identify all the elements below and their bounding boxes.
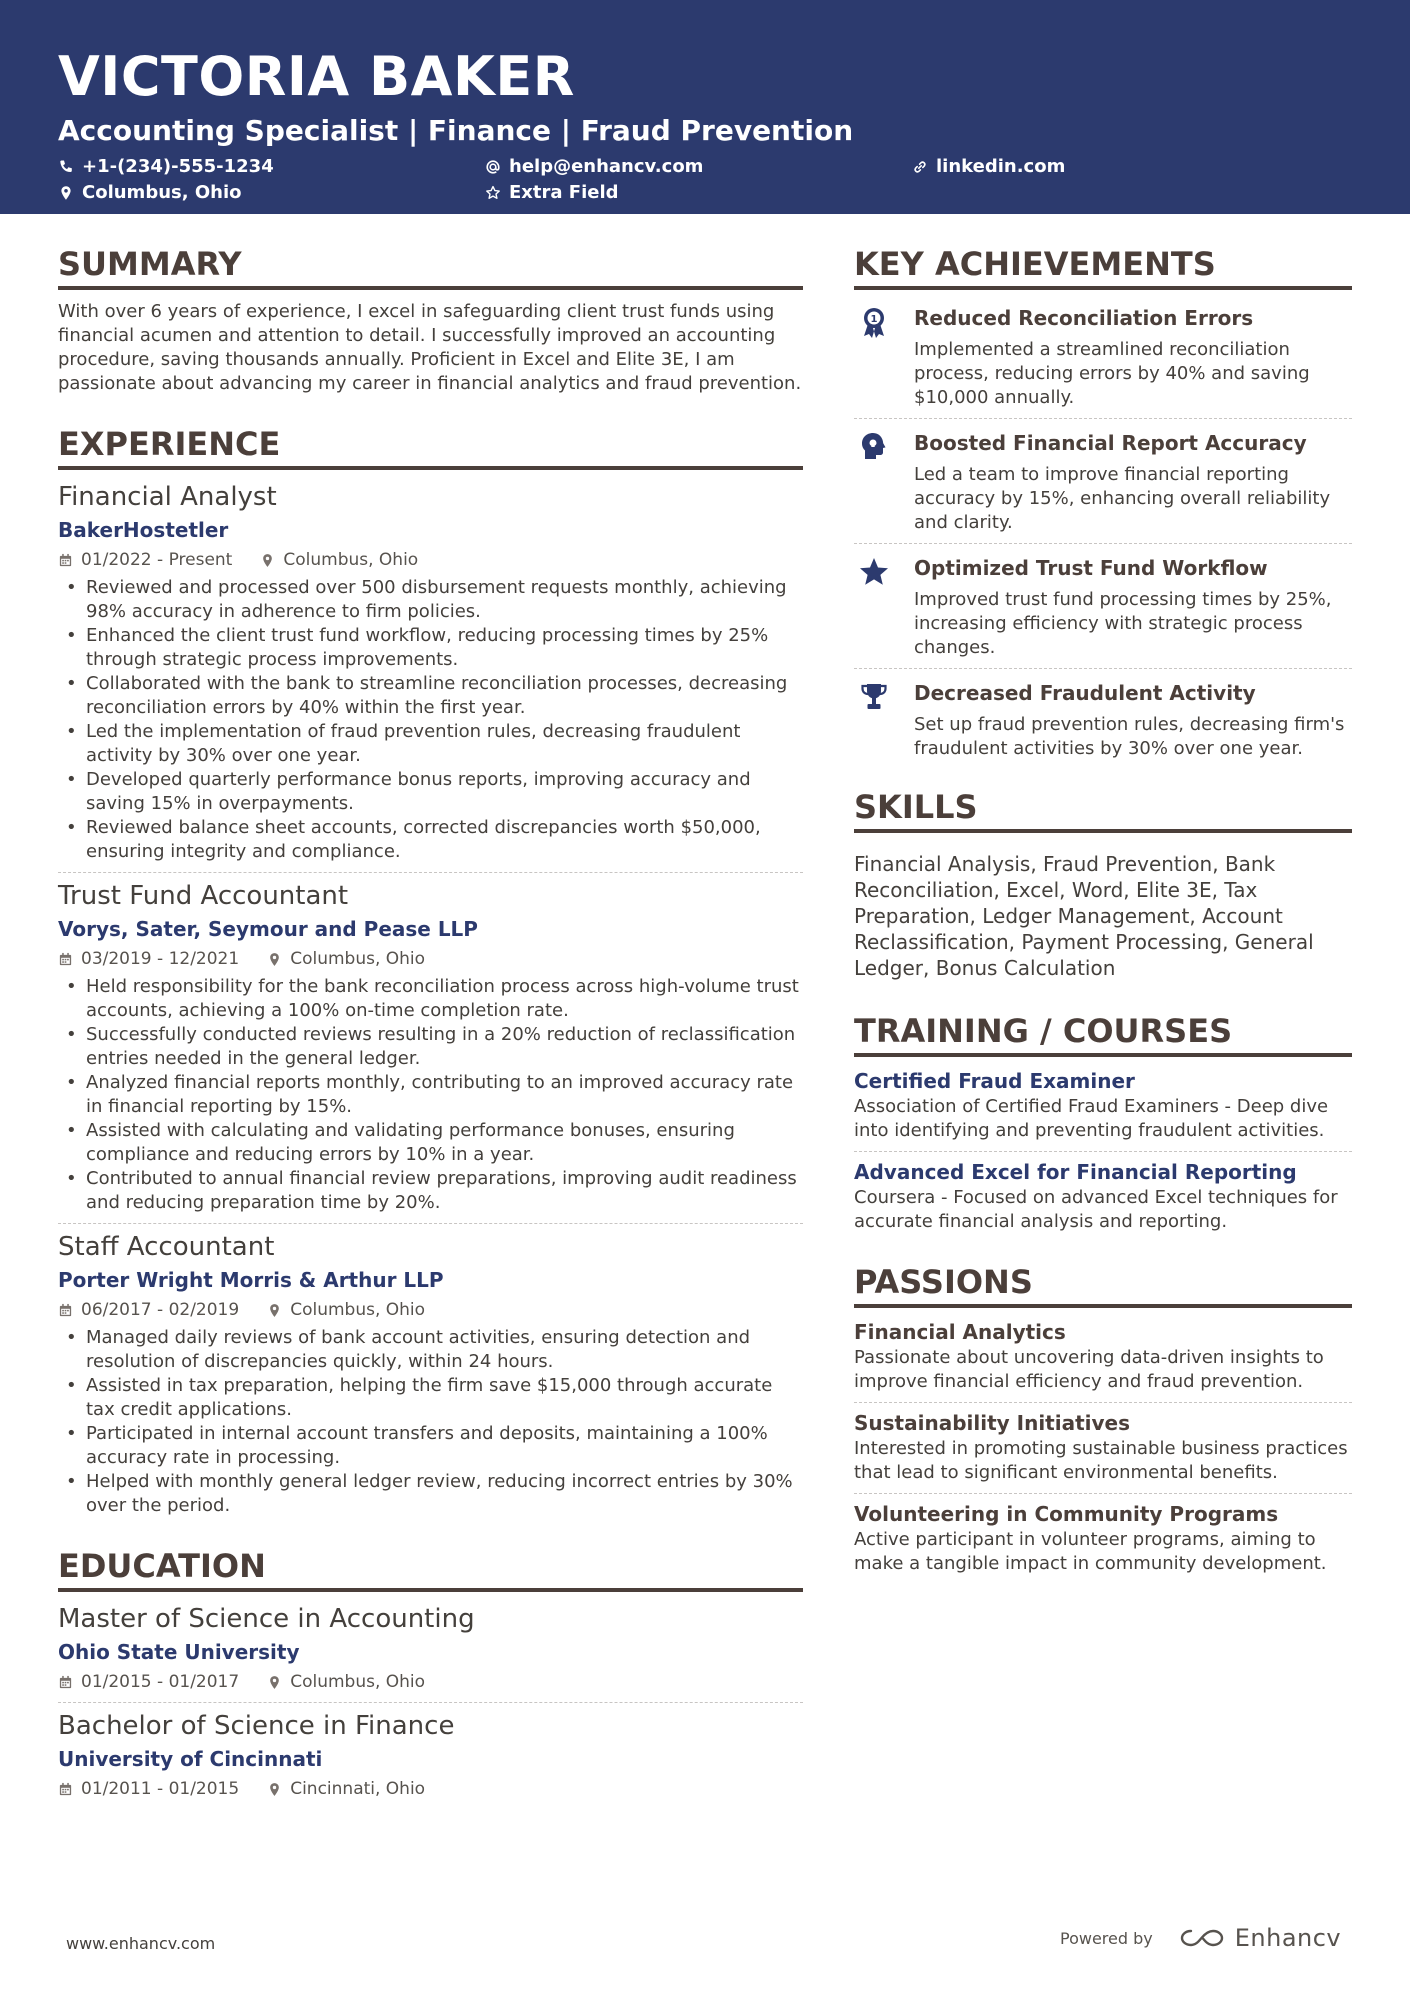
course-item [854,1158,1352,1234]
bullet-item: • Collaborated with the bank to streamline reconciliation processes, decreasing reconciliation errors by 40% within the first year. [58,672,803,720]
bullet-item: • Managed daily reviews of bank account activities, ensuring detection and resolution of discrepancies quickly, within 24 hours. [58,1326,803,1374]
calendar-icon [58,1782,73,1797]
job-title: Staff Accountant [58,1232,275,1262]
passion-item [854,1409,1352,1485]
resume-header [0,0,1410,214]
entry-divider [854,1402,1352,1403]
achievement-title: Boosted Financial Report Accuracy [914,431,1307,455]
footer-branding [1060,1924,1341,1952]
job-bullets [58,975,803,1215]
trophy-icon [859,681,889,715]
contact-phone [58,156,274,177]
achievement-title: Reduced Reconciliation Errors [914,306,1254,330]
achievement-item [854,425,1352,535]
job-bullets [58,1326,803,1518]
school-name: University of Cincinnati [58,1747,323,1771]
phone-icon [58,159,74,175]
footer-website[interactable]: www.enhancv.com [66,1934,216,1953]
svg-text:1: 1 [870,314,878,325]
candidate-title: Accounting Specialist | Finance | Fraud Prevention [58,114,854,147]
course-title: Advanced Excel for Financial Reporting [854,1160,1297,1184]
education-location: Cincinnati, Ohio [290,1779,426,1799]
contact-location [58,182,242,203]
achievement-item [854,675,1352,761]
candidate-name: VICTORIA BAKER [58,45,575,108]
job-title: Financial Analyst [58,482,277,512]
job-location: Columbus, Ohio [283,550,419,570]
passion-desc: Active participant in volunteer programs, aiming to make a tangible impact in community development. [854,1529,1327,1574]
course-desc: Association of Certified Fraud Examiners - Deep dive into identifying and preventing fraudulent activities. [854,1096,1329,1141]
entry-divider [58,1702,803,1703]
bullet-item: • Helped with monthly general ledger review, reducing incorrect entries by 30% over the period. [58,1470,803,1518]
company-name: Porter Wright Morris & Arthur LLP [58,1268,444,1292]
contact-email[interactable] [485,156,703,177]
education-location: Columbus, Ohio [290,1672,426,1692]
school-name: Ohio State University [58,1640,300,1664]
achievement-item [854,550,1352,660]
education-heading: EDUCATION [58,1546,803,1592]
bullet-item: • Developed quarterly performance bonus reports, improving accuracy and saving 15% in overpayments. [58,768,803,816]
education-section [58,1546,803,1801]
education-meta [58,1777,803,1801]
education-entry [58,1602,803,1694]
bullet-item: • Reviewed balance sheet accounts, corrected discrepancies worth $50,000, ensuring integrity and compliance. [58,816,803,864]
job-meta [58,1298,803,1322]
right-column [854,244,1352,1576]
achievement-title: Decreased Fraudulent Activity [914,681,1256,705]
entry-divider [854,418,1352,419]
location-pin-icon [267,1303,282,1318]
bullet-item: • Enhanced the client trust fund workflow, reducing processing times by 25% through strategic process improvements. [58,624,803,672]
course-item [854,1067,1352,1143]
calendar-icon [58,553,73,568]
bullet-item: • Held responsibility for the bank reconciliation process across high-volume trust accounts, achieving a 100% on-time completion rate. [58,975,803,1023]
bullet-item: • Analyzed financial reports monthly, contributing to an improved accuracy rate in financial reporting by 15%. [58,1071,803,1119]
achievement-desc: Set up fraud prevention rules, decreasing firm's fraudulent activities by 30% over one year. [914,714,1345,759]
job-location: Columbus, Ohio [290,1300,426,1320]
job-bullets [58,576,803,864]
job-dates: 03/2019 - 12/2021 [81,949,240,969]
achievement-item [854,300,1352,410]
job-meta [58,548,803,572]
passions-section [854,1262,1352,1576]
achievement-desc: Improved trust fund processing times by 25%, increasing efficiency with strategic process changes. [914,589,1332,658]
experience-heading: EXPERIENCE [58,424,803,470]
entry-divider [854,1493,1352,1494]
achievements-section [854,244,1352,761]
education-dates: 01/2011 - 01/2015 [81,1779,240,1799]
bullet-item: • Assisted in tax preparation, helping the firm save $15,000 through accurate tax credit applications. [58,1374,803,1422]
achievement-title: Optimized Trust Fund Workflow [914,556,1268,580]
left-column [58,244,803,1801]
passions-heading: PASSIONS [854,1262,1352,1308]
summary-text: With over 6 years of experience, I excel in safeguarding client trust funds using financial acumen and attention to detail. I successfully improved an accounting procedure, saving thousands annually. Proficient in Excel and Elite 3E, I am passionate about advancing my career in financial analytics and fraud prevention. [58,301,802,394]
passion-title: Sustainability Initiatives [854,1411,1131,1435]
location-pin-icon [58,185,74,201]
contact-info [58,156,1352,212]
head-idea-icon [859,431,889,465]
skills-text: Financial Analysis, Fraud Prevention, Bank Reconciliation, Excel, Word, Elite 3E, Tax Preparation, Ledger Management, Account Reclassification, Payment Processing, General Ledger, Bonus Calculation [854,852,1314,980]
skills-section [854,787,1352,981]
enhancv-logo-icon [1179,1927,1225,1949]
calendar-icon [58,1303,73,1318]
passion-desc: Interested in promoting sustainable business practices that lead to significant environmental benefits. [854,1438,1348,1483]
location-text: Columbus, Ohio [82,182,242,203]
location-pin-icon [260,553,275,568]
achievements-heading: KEY ACHIEVEMENTS [854,244,1352,290]
brand-name: Enhancv [1234,1924,1342,1952]
contact-extra [485,182,619,203]
achievement-desc: Led a team to improve financial reporting accuracy by 15%, enhancing overall reliability and clarity. [914,464,1331,533]
passion-title: Volunteering in Community Programs [854,1502,1279,1526]
contact-linkedin[interactable] [912,156,1065,177]
job-meta [58,947,803,971]
star-icon [859,556,889,590]
training-section [854,1011,1352,1234]
passion-desc: Passionate about uncovering data-driven insights to improve financial efficiency and fraud prevention. [854,1347,1324,1392]
bullet-item: • Led the implementation of fraud prevention rules, decreasing fraudulent activity by 30% over one year. [58,720,803,768]
job-dates: 06/2017 - 02/2019 [81,1300,240,1320]
education-dates: 01/2015 - 01/2017 [81,1672,240,1692]
passion-item [854,1500,1352,1576]
training-heading: TRAINING / COURSES [854,1011,1352,1057]
job-location: Columbus, Ohio [290,949,426,969]
entry-divider [854,543,1352,544]
location-pin-icon [267,952,282,967]
education-meta [58,1670,803,1694]
bullet-item: • Participated in internal account transfers and deposits, maintaining a 100% accuracy rate in processing. [58,1422,803,1470]
calendar-icon [58,1675,73,1690]
bullet-item: • Reviewed and processed over 500 disbursement requests monthly, achieving 98% accuracy in adherence to firm policies. [58,576,803,624]
experience-entry [58,480,803,864]
job-dates: 01/2022 - Present [81,550,233,570]
entry-divider [854,1151,1352,1152]
experience-section [58,424,803,1518]
degree-title: Master of Science in Accounting [58,1604,475,1634]
location-pin-icon [267,1675,282,1690]
summary-section [58,244,803,396]
bullet-item: • Contributed to annual financial review preparations, improving audit readiness and reducing preparation time by 20%. [58,1167,803,1215]
email-text: help@enhancv.com [509,156,704,177]
extra-text: Extra Field [509,182,619,203]
entry-divider [854,668,1352,669]
achievement-desc: Implemented a streamlined reconciliation process, reducing errors by 40% and saving $10,000 annually. [914,339,1310,408]
company-name: BakerHostetler [58,518,229,542]
bullet-item: • Assisted with calculating and validating performance bonuses, ensuring compliance and reducing errors by 10% in a year. [58,1119,803,1167]
award-ribbon-icon [859,306,889,340]
company-name: Vorys, Sater, Seymour and Pease LLP [58,917,478,941]
phone-text: +1-(234)-555-1234 [82,156,274,177]
job-title: Trust Fund Accountant [58,881,349,911]
star-outline-icon [485,185,501,201]
education-entry [58,1709,803,1801]
experience-entry [58,879,803,1215]
linkedin-text: linkedin.com [936,156,1066,177]
skills-heading: SKILLS [854,787,1352,833]
entry-divider [58,1223,803,1224]
location-pin-icon [267,1782,282,1797]
experience-entry [58,1230,803,1518]
at-icon [485,159,501,175]
course-desc: Coursera - Focused on advanced Excel techniques for accurate financial analysis and reporting. [854,1187,1338,1232]
brand-logo[interactable] [1179,1924,1341,1952]
summary-heading: SUMMARY [58,244,803,290]
course-title: Certified Fraud Examiner [854,1069,1135,1093]
degree-title: Bachelor of Science in Finance [58,1711,455,1741]
entry-divider [58,872,803,873]
passion-item [854,1318,1352,1394]
calendar-icon [58,952,73,967]
passion-title: Financial Analytics [854,1320,1066,1344]
bullet-item: • Successfully conducted reviews resulting in a 20% reduction of reclassification entries needed in the general ledger. [58,1023,803,1071]
link-icon [912,159,928,175]
powered-by-text: Powered by [1060,1928,1153,1948]
